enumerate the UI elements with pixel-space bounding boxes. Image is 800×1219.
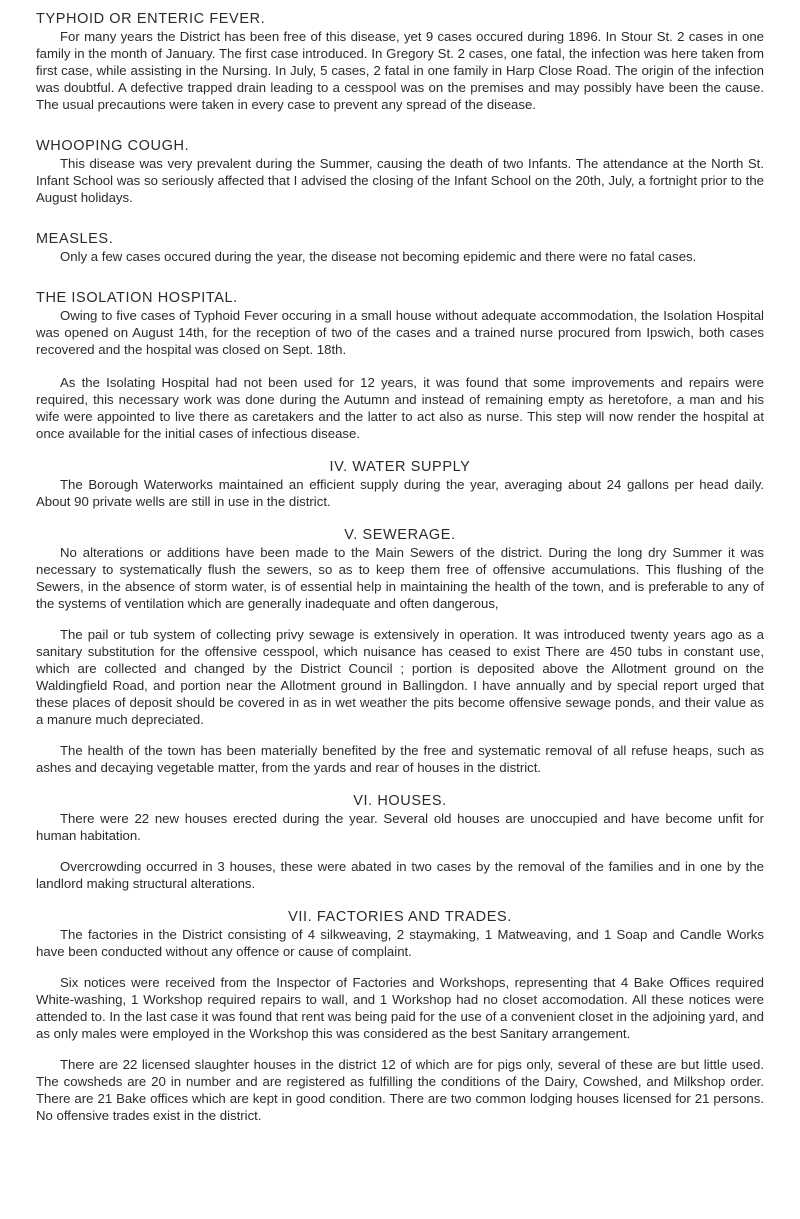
section-whooping-cough	[36, 137, 764, 206]
section-heading: V. SEWERAGE.	[344, 527, 456, 543]
section-sewerage	[36, 526, 764, 776]
section-typhoid	[36, 10, 764, 113]
paragraph: Only a few cases occured during the year, the disease not becoming epidemic and there were no fatal cases.	[60, 249, 697, 264]
paragraph: No alterations or additions have been made to the Main Sewers of the district. During the long dry Summer it was necessary to systematically flush the sewers, so as to keep them free of offensive accumulations. This flushing of the Sewers, in the absence of storm water, is of essential help in maintaining the health of the town, and is preferable to any of the systems of ventilation which are generally inadequate and often dangerous,	[36, 545, 764, 611]
paragraph: Six notices were received from the Inspector of Factories and Workshops, representing that 4 Bake Offices required White-washing, 1 Workshop required repairs to wall, and 1 Workshop had no closet accomodation. All these notices were attended to. In the last case it was found that rent was being paid for the use of a convenient closet in the adjoining yard, and as only males were employed in the Workshop this was considered as the best Sanitary arrangement.	[36, 975, 764, 1041]
paragraph: There were 22 new houses erected during the year. Several old houses are unoccupied and have become unfit for human habitation.	[36, 811, 764, 843]
paragraph: For many years the District has been free of this disease, yet 9 cases occured during 1896. In Stour St. 2 cases in one family in the month of January. The first case introduced. In Gregory St. 2 cases, one fatal, the infection was here taken from first case, while assisting in the Nursing. In July, 5 cases, 2 fatal in one family in Harp Close Road. The origin of the infection was doubtful. A defective trapped drain leading to a cesspool was on the premises and may possibly have been the cause. The usual precautions were taken in every case to prevent any spread of the disease.	[36, 29, 764, 112]
paragraph: The factories in the District consisting of 4 silkweaving, 2 staymaking, 1 Matweaving, and 1 Soap and Candle Works have been conducted without any offence or cause of complaint.	[36, 927, 764, 959]
paragraph: The Borough Waterworks maintained an efficient supply during the year, averaging about 24 gallons per head daily. About 90 private wells are still in use in the district.	[36, 477, 764, 509]
section-heading: VII. FACTORIES AND TRADES.	[288, 909, 512, 925]
paragraph: The health of the town has been materially benefited by the free and systematic removal of all refuse heaps, such as ashes and decaying vegetable matter, from the yards and rear of houses in the district.	[36, 743, 764, 775]
section-water-supply	[36, 458, 764, 510]
paragraph: This disease was very prevalent during the Summer, causing the death of two Infants. The attendance at the North St. Infant School was so seriously affected that I advised the closing of the Infant School on the 20th, July, a fortnight prior to the August holidays.	[36, 156, 764, 205]
paragraph: Overcrowding occurred in 3 houses, these were abated in two cases by the removal of the families and in one by the landlord making structural alterations.	[36, 859, 764, 891]
section-factories	[36, 908, 764, 1124]
section-heading: VI. HOUSES.	[353, 793, 447, 809]
section-heading: WHOOPING COUGH.	[36, 138, 190, 154]
section-measles	[36, 230, 764, 265]
section-isolation-hospital	[36, 289, 764, 442]
section-houses	[36, 792, 764, 892]
paragraph: The pail or tub system of collecting privy sewage is extensively in operation. It was introduced twenty years ago as a sanitary substitution for the offensive cesspool, which nuisance has ceased to exist There are 450 tubs in constant use, which are collected and changed by the District Council ; portion is deposited above the Allotment ground on the Waldingfield Road, and portion near the Allotment ground in Ballingdon. I have annually and by special report urged that these places of deposit should be covered in as in wet weather the pits become offensive sewage ponds, and their value as a manure much depreciated.	[36, 627, 764, 727]
paragraph: As the Isolating Hospital had not been used for 12 years, it was found that some improvements and repairs were required, this necessary work was done during the Autumn and instead of remaining empty as heretofore, a man and his wife were appointed to live there as caretakers and the latter to act also as nurse. This step will now render the hospital at once available for the initial cases of infectious disease.	[36, 375, 764, 441]
paragraph: There are 22 licensed slaughter houses in the district 12 of which are for pigs only, several of these are but little used. The cowsheds are 20 in number and are registered as fulfilling the conditions of the Dairy, Cowshed, and Milkshop order. There are 21 Bake offices which are kept in good condition. There are two common lodging houses licensed for 21 persons. No offensive trades exist in the district.	[36, 1057, 764, 1123]
paragraph: Owing to five cases of Typhoid Fever occuring in a small house without adequate accommodation, the Isolation Hospital was opened on August 14th, for the reception of two of the cases and a trained nurse procured from Ipswich, both cases recovered and the hospital was closed on Sept. 18th.	[36, 308, 764, 357]
section-heading: MEASLES.	[36, 231, 114, 247]
section-heading: THE ISOLATION HOSPITAL.	[36, 290, 238, 306]
section-heading: IV. WATER SUPPLY	[329, 459, 471, 475]
section-heading: TYPHOID OR ENTERIC FEVER.	[36, 11, 266, 27]
